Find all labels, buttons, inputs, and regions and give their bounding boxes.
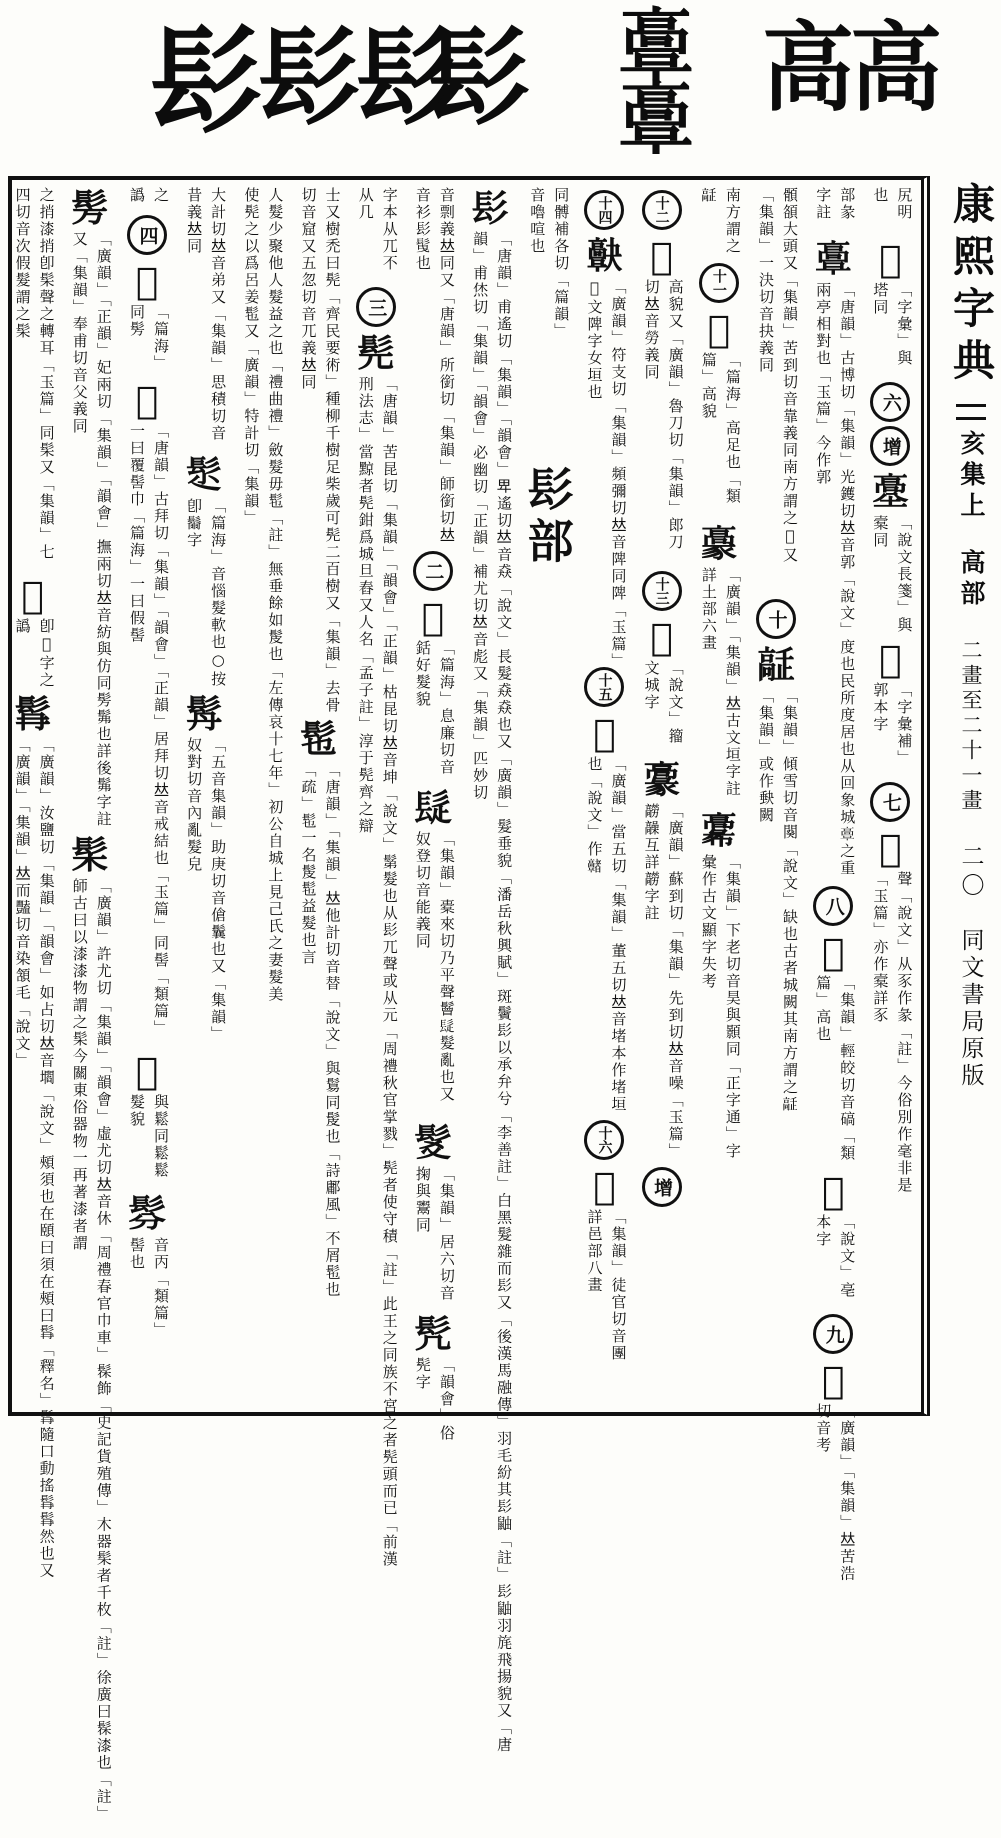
entry-text: 「集韻」輕皎切音碻「類篇」高也 — [814, 975, 857, 1162]
headword-char: 𩫌 — [879, 826, 902, 870]
headword-char: 𩬊 — [21, 573, 44, 617]
entry-text: 「篇海」同髣 — [127, 304, 170, 372]
entry-text: 「五音集韻」助庚切音傖鬤也又「集韻」奴對切音內亂髮皃 — [185, 737, 228, 1043]
section-header: 髟部 — [520, 465, 575, 569]
headword-char: 𩫚 — [700, 809, 738, 853]
entry-text: 與鬆同鬆鬆髮貌 — [127, 1094, 170, 1179]
spine-margin — [942, 176, 1000, 1422]
headword-char: 𩬇 — [135, 378, 159, 422]
headword-char: 𩬈 — [135, 1049, 159, 1093]
headword-char: 髠 — [414, 1312, 452, 1356]
entry-text: 「篇海」音惱髮軟也○按卽𩯨字 — [185, 498, 228, 688]
text-column — [805, 186, 862, 1583]
stroke-count-badge: 增 — [642, 1167, 682, 1207]
entry-text: 「廣韻」蘇到切「集韻」先到切𠀤音噪「玉篇」髝髞互詳髝字註 — [642, 803, 685, 1160]
entry-text: 尻明也 — [871, 187, 914, 221]
stroke-count-badge: 十 — [756, 599, 796, 639]
seal-script-glyph: 髟髟 — [258, 14, 454, 141]
headword-char: 𩫈 — [879, 237, 902, 281]
stroke-count-badge: 三 — [356, 287, 396, 327]
headword-char: 𩫠 — [585, 234, 623, 278]
entry-text: 「唐韻」「集韻」𠀤他計切音替「說文」與鬄同髲也「詩鄘風」不屑髢也「疏」髢一名髲髢益髮也言 — [299, 762, 342, 1299]
entry-text: 南方謂之𩫔 — [699, 187, 742, 255]
stroke-count-badge: 八 — [813, 886, 853, 926]
entry-text: 「字彙」與塔同 — [871, 282, 914, 367]
entry-text: 「篇海」息廉切音銛好髮貌 — [413, 640, 456, 776]
divider-mark — [956, 404, 986, 420]
headword-char: 髤 — [71, 833, 109, 877]
entry-text: 同髆補各切「篇韻」音嚕喧也 — [528, 187, 571, 340]
entry-text: 音剽義𠀤同又「唐韻」所銜切「集韻」師銜切𠀤音衫髟𩬲也 — [413, 187, 456, 544]
radical-label: 高部 — [957, 549, 986, 611]
headword-char: 𩬂 — [414, 786, 452, 830]
page-number: 二〇 — [957, 844, 984, 902]
entry-text: 「廣韻」「集韻」𠀤古文垣字註詳土部六畫 — [699, 567, 742, 798]
entry-text: 「唐韻」古博切「集韻」光鑊切𠀤音郭「說文」度也民所度居也从回象城𩫏之重兩亭相對也「玉篇」今作郭 — [814, 282, 857, 877]
text-column — [747, 186, 804, 1406]
stroke-count-badge: 九 — [813, 1314, 853, 1354]
text-column — [176, 186, 233, 1406]
headword-char: 𩬉 — [128, 1192, 166, 1236]
stroke-count-badge: 增 — [870, 426, 910, 466]
volume-label: 亥集上 — [957, 430, 986, 523]
headword-char: 𩫐 — [822, 930, 845, 974]
stroke-count-badge: 十六 — [584, 1120, 624, 1160]
dictionary-body — [13, 186, 919, 1823]
entry-text: 「廣韻」符支切「集韻」頻彌切𠀤音陴同陴「玉篇」𥲅文陴字女垣也 — [585, 279, 628, 663]
entry-text: 「唐韻」古拜切「集韻」「韻會」「正韻」居拜切𠀤音戒結也「玉篇」同髻「類篇」一曰覆髻巾「篇海」一曰假髻 — [127, 423, 170, 1037]
headword-char: 𩫊 — [871, 470, 909, 514]
stroke-count-badge: 十一 — [699, 263, 739, 303]
text-column — [404, 186, 461, 1442]
text-column — [61, 186, 118, 1823]
entry-text: 「唐韻」苦昆切「集韻」「韻會」「正韻」枯昆切𠀤音坤「說文」鬀髮也从髟兀聲或从元「周禮秋官掌戮」髡者使守積「註」此王之同族不宮之者髡頭而已「前漢刑法志」當黥者髡鉗爲城旦舂又人名「孟子註」淳于髡齊之辯 — [356, 376, 399, 1568]
seal-script-header — [0, 0, 1000, 175]
entry-text: 音丙「類篇」髻也 — [127, 1237, 170, 1332]
book-title: 康熙字典 — [947, 182, 996, 390]
entry-text: 「廣韻」「正韻」妃兩切「集韻」「韻會」撫兩切𠀤音紡與仿同髣髴也詳後髴字註又「集韻」奉甫切音父義同 — [70, 231, 113, 828]
entry-text: 「字彙補」郭本字 — [871, 682, 914, 767]
entry-text: 「篇海」高足也「類篇」高貌 — [699, 352, 742, 505]
entry-text: 「集韻」橐來切乃平聲鬙𩬂髮亂也又奴登切音能義同 — [413, 831, 456, 1103]
entry-text: 大計切𠀤音弟又「集韻」思積切音昔義𠀤同 — [185, 187, 228, 442]
entry-text: 人髮少聚他人髮益之也「禮曲禮」斂髮毋髢「註」無垂餘如髲也「左傳哀十七年」初公自城上見己氏之妻髮美使髡之以爲呂姜髢又「廣韻」特計切「集韻」 — [242, 187, 285, 1003]
seal-script-glyph: 髟 — [428, 14, 526, 141]
headword-char: 𩫞 — [643, 758, 681, 802]
headword-char: 髟 — [471, 186, 509, 230]
entry-text: 「說文長箋」與槖同 — [871, 515, 914, 634]
stroke-count-badge: 六 — [870, 382, 910, 422]
text-column — [347, 186, 404, 1568]
entry-text: 「集韻」居六切音掬與鬻同 — [413, 1166, 456, 1302]
entry-text: 「唐韻」甫遙切「集韻」「韻會」𤰞遙切𠀤音猋「說文」長髮猋猋也又「廣韻」髮垂貌「潘岳秋興賦」斑鬢髟以承弁兮「李善註」白黑髮雜而髟又「後漢馬融傳」羽毛紛其髟鼬「註」髟鼬羽旄飛揚貌又「唐韻」甫烋切「集韻」「韻會」必幽切「正韻」補尤切𠀤音彪又「集韻」匹妙切 — [471, 231, 514, 1754]
seal-script-glyph: 高高 — [762, 11, 939, 125]
entry-text: 「集韻」下老切音昊與顥同「正字通」字彙作古文顯字失考 — [699, 854, 742, 1160]
text-column — [462, 186, 519, 1754]
headword-char: 𩫒 — [822, 1358, 845, 1402]
stroke-count-badge: 四 — [127, 215, 167, 255]
entry-text: 「韻會」俗髡字 — [413, 1357, 456, 1442]
entry-text: 卽𩬇字之譌 — [13, 618, 56, 689]
headword-char: 𩫑 — [822, 1169, 845, 1213]
headword-char: 𩬅 — [185, 692, 223, 736]
text-column — [690, 186, 747, 1406]
stroke-count-badge: 十二 — [642, 190, 682, 230]
text-column — [118, 186, 175, 1406]
stroke-count-badge: 十四 — [584, 190, 624, 230]
headword-char: 𩫝 — [650, 615, 673, 659]
text-column — [290, 186, 347, 1406]
stroke-count-badge: 十三 — [642, 571, 682, 611]
entry-text: 「集韻」徒官切音團詳邑部八畫 — [585, 1209, 628, 1362]
entry-text: 「說文」籀文城字 — [642, 660, 685, 745]
entry-text: 高貌又「廣韻」魯刀切「集韻」郎刀切𠀤音勞義同 — [642, 279, 685, 551]
headword-char: 𩫋 — [879, 637, 902, 681]
publisher-label: 同文書局原版 — [957, 928, 984, 1090]
headword-char: 𩬄 — [185, 453, 223, 497]
headword-char: 𩫢 — [593, 1164, 616, 1208]
headword-char: 𩫕 — [700, 522, 738, 566]
headword-char: 𩫙 — [707, 307, 730, 351]
seal-script-glyph: 𩫏 𩫏 — [618, 0, 690, 167]
headword-char: 𩬁 — [421, 595, 445, 639]
headword-char: 𩫡 — [593, 711, 616, 755]
entry-text: 之捎漆捎卽髤聲之轉耳「玉篇」同髤又「集韻」七四切音次假髮謂之髤 — [13, 187, 56, 561]
headword-char: 𩫏 — [814, 237, 852, 281]
entry-text: 顝頟大頭又「集韻」苦到切音靠義同南方謂之𩫒又「集韻」一決切音抉義同 — [757, 187, 800, 564]
entry-text: 「廣韻」「集韻」𠀤苦浩切音考 — [814, 1403, 857, 1583]
entry-text: 「廣韻」汝鹽切「集韻」「韻會」如占切𠀤音壛「說文」頰須也在頤曰須在頰曰髥「釋名」髥隨口動搖髥髥然也又「廣韻」「集韻」𠀤而豔切音染頷毛「說文」 — [13, 737, 56, 1580]
entry-text: 之譌 — [127, 187, 170, 204]
entry-text: 部彖字註 — [814, 187, 857, 221]
text-column — [4, 186, 61, 1580]
entry-text: 「廣韻」許尤切「集韻」「韻會」虛尤切𠀤音休「周禮春官巾車」髹飾「史記貨殖傳」木器髤者千枚「註」徐廣曰髹漆也「註」師古曰以漆漆物謂之髤今關東俗器物一再著漆者謂 — [70, 878, 113, 1823]
text-column — [576, 186, 633, 1406]
entry-text: 「廣韻」當五切「集韻」董五切𠀤音堵本作堵垣也「說文」作𩫭 — [585, 756, 628, 1113]
headword-char: 髥 — [14, 692, 52, 736]
headword-char: 𩬆 — [135, 259, 159, 303]
entry-text: 聲「說文」从豕作彖「註」今俗別作毫非是「玉篇」亦作槖詳豕 — [871, 871, 914, 1194]
entry-text: 「說文」亳本字 — [814, 1214, 857, 1299]
headword-char: 𩬃 — [414, 1121, 452, 1165]
headword-char: 髢 — [300, 717, 338, 761]
headword-char: 𩫔 — [757, 643, 795, 687]
headword-char: 髡 — [357, 331, 395, 375]
headword-char: 髣 — [71, 186, 109, 230]
text-column — [862, 186, 919, 1406]
entry-text: 字本从兀不从几 — [356, 187, 399, 272]
stroke-range-label: 二畫至二十一畫 — [959, 639, 983, 814]
page-frame — [8, 176, 930, 1823]
text-column — [633, 186, 690, 1406]
entry-text: 「集韻」傾雪切音闋「說文」缺也古者城闕其南方謂之𩫔「集韻」或作𡙇闕 — [757, 688, 800, 1113]
stroke-count-badge: 十五 — [584, 667, 624, 707]
seal-script-glyph: 髟 — [150, 12, 258, 151]
entry-text: 士又樹禿曰髡「齊民要術」種柳千樹足柴歲可髡二百樹又「集韻」去骨切音窟又五忽切音兀義𠀤同 — [299, 187, 342, 714]
stroke-count-badge: 二 — [413, 551, 453, 591]
stroke-count-badge: 七 — [870, 782, 910, 822]
text-column — [233, 186, 290, 1406]
headword-char: 𩫛 — [650, 234, 673, 278]
text-column — [519, 186, 576, 1406]
